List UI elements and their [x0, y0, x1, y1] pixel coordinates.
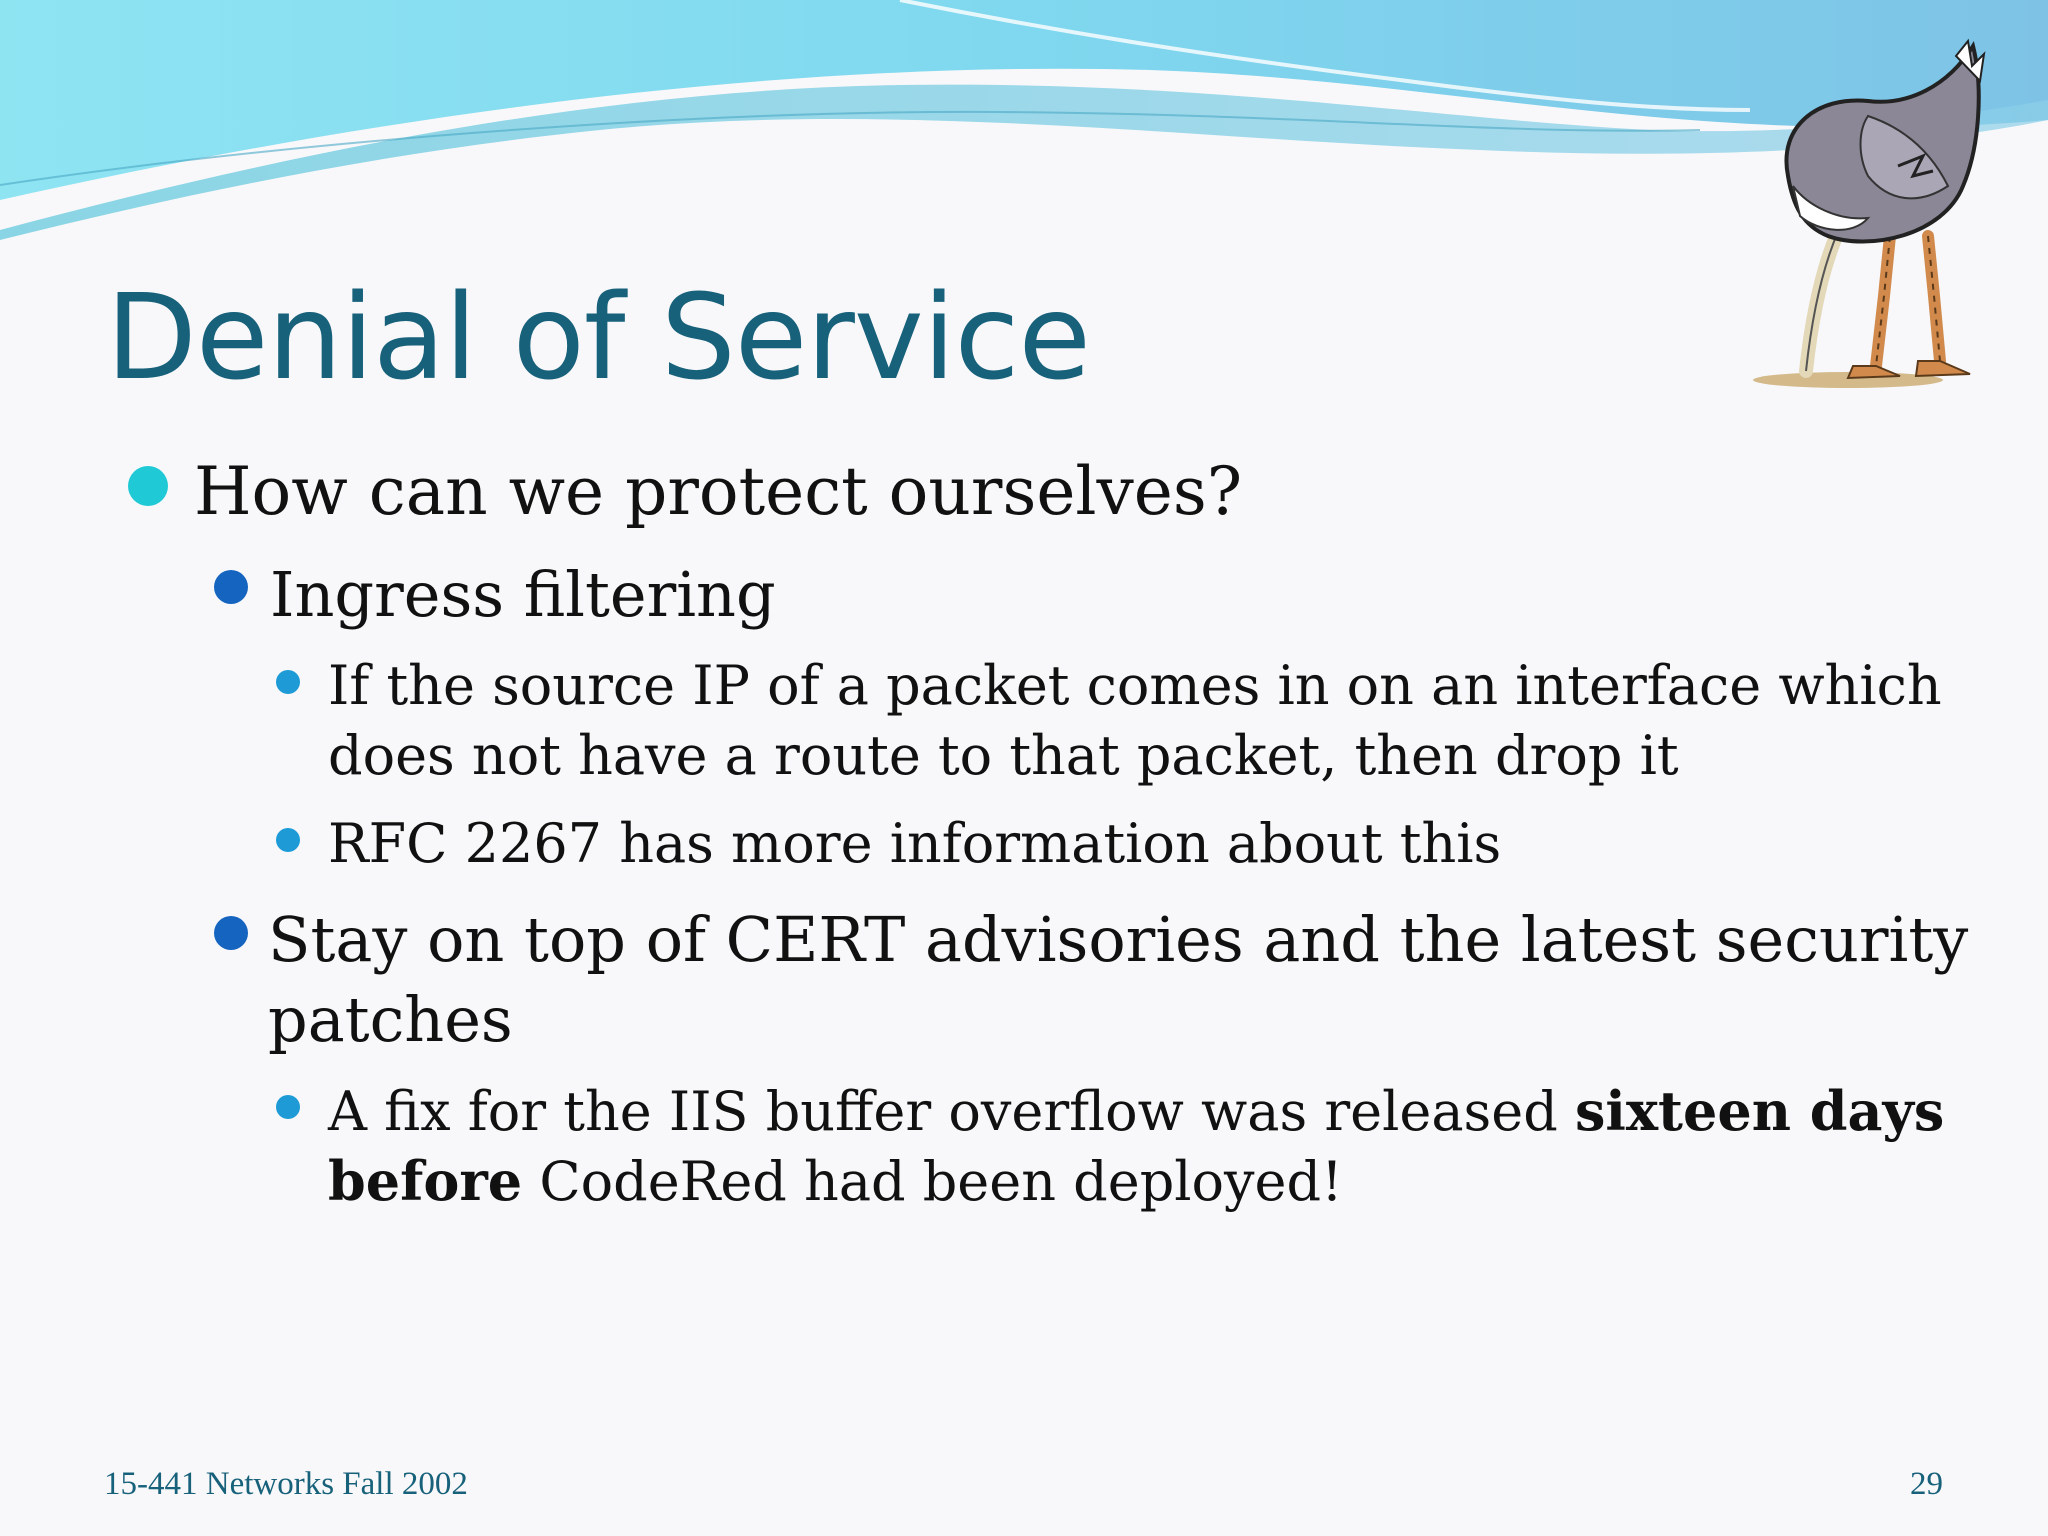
fix-text-regular: A fix for the IIS buffer overflow was released [328, 1080, 1575, 1143]
bullet-level3-ingress-rule-line2: does not have a route to that packet, then drop it [328, 724, 1679, 787]
bullet-dot-level2 [214, 570, 248, 604]
bullet-level3-rfc-reference: RFC 2267 has more information about this [328, 812, 1502, 875]
bullet-dot-level1 [128, 466, 168, 506]
footer-course-label: 15-441 Networks Fall 2002 [104, 1466, 468, 1502]
fix-text-emphasis: before [328, 1149, 523, 1213]
bullet-level3-fix-line1 [328, 1076, 1944, 1147]
slide-title: Denial of Service [106, 268, 1090, 406]
bullet-level2-ingress-filtering: Ingress filtering [270, 558, 776, 631]
bullet-dot-level3 [276, 828, 300, 852]
bullet-dot-level3 [276, 670, 300, 694]
bullet-level1-question: How can we protect ourselves? [194, 453, 1243, 530]
bullet-dot-level2 [214, 916, 248, 950]
bullet-level3-ingress-rule-line1: If the source IP of a packet comes in on an interface which [328, 654, 1942, 717]
bullet-dot-level3 [276, 1095, 300, 1119]
bullet-level2-cert-line2: patches [268, 983, 513, 1056]
bullet-level3-fix-line2 [328, 1146, 1343, 1217]
bullet-level2-cert-line1: Stay on top of CERT advisories and the latest security [268, 903, 1969, 976]
footer-page-number: 29 [1910, 1466, 1943, 1502]
fix-text-regular: CodeRed had been deployed! [522, 1150, 1343, 1213]
fix-text-emphasis: sixteen days [1574, 1079, 1945, 1143]
